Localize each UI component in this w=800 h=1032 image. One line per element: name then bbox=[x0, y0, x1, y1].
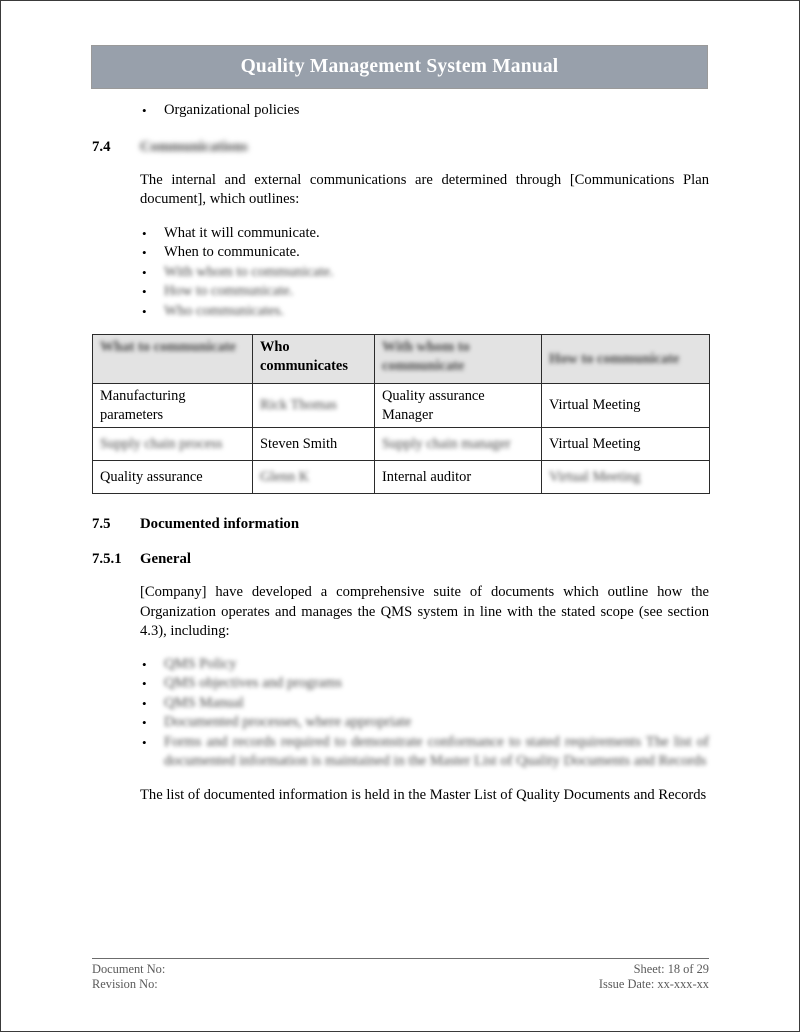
paragraph-7-5-1-closing: The list of documented information is held in the Master List of Quality Documents and Records bbox=[140, 786, 707, 803]
list-item-text: • Forms and records required to demonstrate conformance to stated requirements The list of documented information is maintained in the Master List of Quality Documents and Records bbox=[164, 733, 709, 769]
column-header-with-whom-to-communicate bbox=[375, 335, 542, 384]
table-cell bbox=[375, 384, 542, 428]
table-cell bbox=[93, 461, 253, 494]
table-cell bbox=[253, 461, 375, 494]
paragraph-7-5-1-intro: [Company] have developed a comprehensive suite of documents which outline how the Organization operates and manages the QMS system in line with the stated scope (see section 4.3), including: bbox=[140, 584, 709, 639]
list-item-text: What it will communicate. bbox=[164, 224, 320, 241]
column-header-text: How to communicate bbox=[549, 350, 680, 367]
table-cell-text: Manufacturing parameters bbox=[100, 388, 186, 423]
list-item-text: QMS Policy bbox=[164, 655, 237, 672]
communications-table bbox=[92, 334, 710, 494]
table-body bbox=[93, 384, 710, 494]
list-item bbox=[92, 282, 709, 302]
documented-information-bullet-list bbox=[92, 655, 709, 772]
list-item bbox=[92, 302, 709, 322]
list-item bbox=[92, 694, 709, 714]
column-header-what-to-communicate bbox=[93, 335, 253, 384]
communication-bullet-list bbox=[92, 224, 709, 322]
table-row bbox=[93, 384, 710, 428]
table-cell bbox=[542, 461, 710, 494]
document-body bbox=[92, 101, 709, 805]
footer-right bbox=[599, 962, 709, 991]
heading-7-4 bbox=[92, 137, 709, 157]
table-cell-text: Internal auditor bbox=[382, 468, 472, 485]
table-cell-text: Virtual Meeting bbox=[549, 468, 641, 485]
footer-sheet-number: Sheet: 18 of 29 bbox=[633, 962, 709, 976]
list-item bbox=[92, 243, 709, 263]
list-item-text: With whom to communicate. bbox=[164, 263, 334, 280]
table-cell-text: Virtual Meeting bbox=[549, 397, 641, 414]
footer-document-no: Document No: bbox=[92, 962, 166, 976]
heading-text: Communications bbox=[140, 138, 248, 155]
list-item-text: When to communicate. bbox=[164, 244, 300, 260]
list-item-text: QMS objectives and programs bbox=[164, 675, 342, 691]
heading-number: 7.5.1 bbox=[92, 551, 122, 567]
column-header-how-to-communicate bbox=[542, 335, 710, 384]
table-cell bbox=[93, 428, 253, 461]
paragraph-7-4-intro: The internal and external communications are determined through [Communications Plan document], which outlines: bbox=[140, 171, 709, 207]
table-cell-text: Quality assurance bbox=[100, 468, 203, 485]
column-header-who-communicates bbox=[253, 335, 375, 384]
footer-left bbox=[92, 962, 165, 991]
list-item-text: Who communicates. bbox=[164, 302, 284, 319]
list-item-text: Organizational policies bbox=[164, 102, 300, 118]
heading-7-5 bbox=[92, 514, 709, 534]
table-cell bbox=[253, 384, 375, 428]
heading-text: General bbox=[140, 551, 191, 567]
table-cell bbox=[253, 428, 375, 461]
table-cell bbox=[375, 428, 542, 461]
heading-number: 7.5 bbox=[92, 516, 111, 532]
table-header-row bbox=[93, 335, 710, 384]
list-item bbox=[92, 263, 709, 283]
document-header-banner bbox=[91, 45, 708, 89]
list-item-text: Documented processes, where appropriate bbox=[164, 714, 412, 730]
list-item bbox=[92, 224, 709, 244]
list-item bbox=[92, 733, 709, 772]
top-bullet-list bbox=[92, 101, 709, 121]
table-cell-text: Steven Smith bbox=[260, 435, 338, 452]
column-header-text: With whom to communicate bbox=[382, 339, 470, 374]
table-cell bbox=[93, 384, 253, 428]
column-header-text: Who communicates bbox=[260, 339, 348, 374]
table-cell-text: Quality assurance Manager bbox=[382, 388, 485, 423]
table-cell bbox=[542, 384, 710, 428]
table-cell-text: Rick Thomas bbox=[260, 397, 337, 414]
heading-7-5-1 bbox=[92, 549, 709, 569]
heading-number: 7.4 bbox=[92, 138, 111, 155]
page-title: Quality Management System Manual bbox=[240, 56, 559, 77]
table-cell bbox=[542, 428, 710, 461]
footer-issue-date: Issue Date: xx-xxx-xx bbox=[598, 976, 709, 991]
table-cell-text: Glenn K bbox=[260, 468, 310, 485]
table-header bbox=[93, 335, 710, 384]
footer-revision-no: Revision No: bbox=[92, 976, 158, 991]
page-footer bbox=[92, 958, 709, 991]
list-item bbox=[92, 713, 709, 733]
list-item bbox=[92, 674, 709, 694]
table-cell-text: Supply chain manager bbox=[382, 435, 511, 452]
heading-text: Documented information bbox=[140, 516, 300, 532]
table-row bbox=[93, 461, 710, 494]
table-cell bbox=[375, 461, 542, 494]
list-item bbox=[92, 101, 709, 121]
table-cell-text: Virtual Meeting bbox=[549, 435, 641, 452]
list-item-text: How to communicate. bbox=[164, 283, 294, 299]
list-item bbox=[92, 655, 709, 675]
list-item-text: QMS Manual bbox=[164, 694, 244, 711]
table-row bbox=[93, 428, 710, 461]
table-cell-text: Supply chain process bbox=[100, 435, 223, 452]
column-header-text: What to communicate bbox=[100, 339, 236, 355]
